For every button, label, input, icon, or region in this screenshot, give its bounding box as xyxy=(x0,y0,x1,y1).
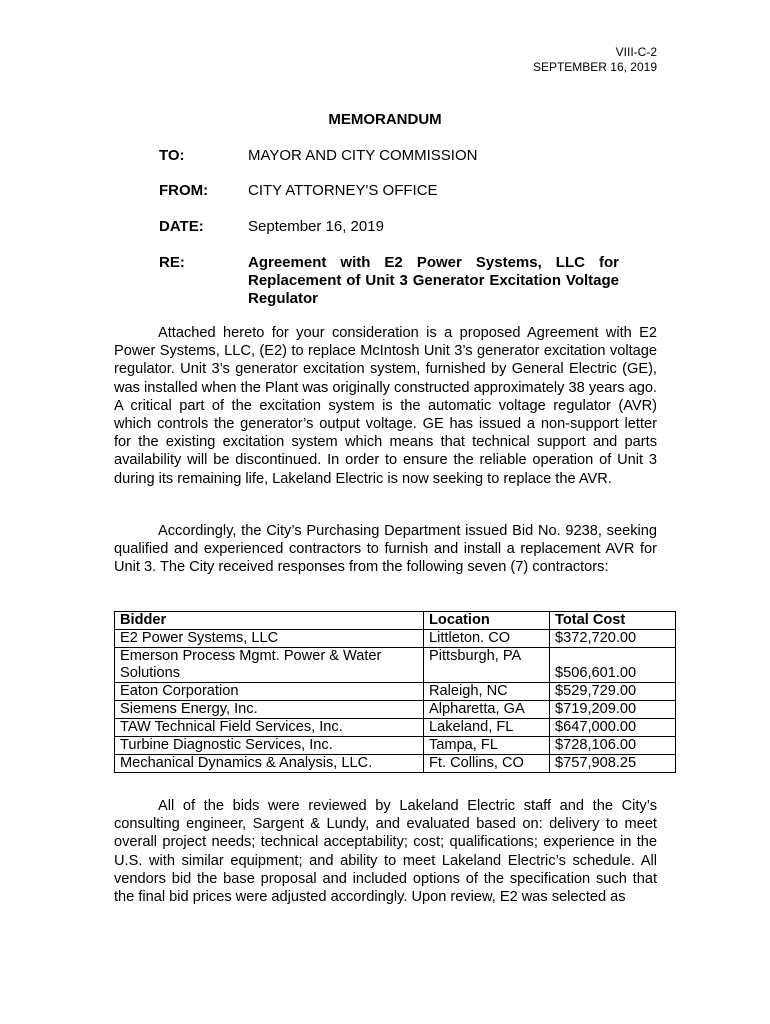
paragraph-intro xyxy=(114,324,657,488)
from-label: FROM: xyxy=(159,182,209,199)
table-row xyxy=(115,701,676,719)
column-header-bidder: Bidder xyxy=(115,612,424,630)
cost-cell: $506,601.00 xyxy=(550,648,676,683)
location-cell: Alpharetta, GA xyxy=(424,701,550,719)
paragraph-bid-text: Accordingly, the City’s Purchasing Department issued Bid No. 9238, seeking qualified and experienced contractors to furnish and install a replacement AVR for Unit 3. The City received responses from the following seven (7) contractors: xyxy=(114,523,657,576)
bidder-cell: Emerson Process Mgmt. Power & Water Solutions xyxy=(115,648,424,683)
column-header-total-cost: Total Cost xyxy=(550,612,676,630)
paragraph-bid xyxy=(114,522,657,577)
location-cell: Littleton. CO xyxy=(424,630,550,648)
table-row xyxy=(115,648,676,683)
paragraph-intro-text: Attached hereto for your consideration is a proposed Agreement with E2 Power Systems, LLC, (E2) to replace McIntosh Unit 3’s generator excitation voltage regulator. Unit 3’s generator excitation system, furnished by General Electric (GE), was installed when the Plant was originally constructed approximately 38 years ago. A critical part of the excitation system is the automatic voltage regulator (AVR) which controls the generator’s output voltage. GE has issued a non-support letter for the existing excitation system which means that technical support and parts availability will be discontinued. In order to ensure the reliable operation of Unit 3 during its remaining life, Lakeland Electric is now seeking to replace the AVR. xyxy=(114,325,657,487)
re-value: Agreement with E2 Power Systems, LLC for Replacement of Unit 3 Generator Excitation Voltage Regulator xyxy=(248,254,619,307)
to-label: TO: xyxy=(159,147,185,164)
bidder-cell: Siemens Energy, Inc. xyxy=(115,701,424,719)
bidder-cell: TAW Technical Field Services, Inc. xyxy=(115,719,424,737)
bidder-cell: E2 Power Systems, LLC xyxy=(115,630,424,648)
cost-cell: $757,908.25 xyxy=(550,755,676,773)
bidder-cell: Mechanical Dynamics & Analysis, LLC. xyxy=(115,755,424,773)
date-value: September 16, 2019 xyxy=(248,218,384,235)
memo-title: MEMORANDUM xyxy=(328,111,442,128)
table-row xyxy=(115,630,676,648)
cost-cell: $719,209.00 xyxy=(550,701,676,719)
cost-cell: $372,720.00 xyxy=(550,630,676,648)
bid-table xyxy=(114,611,676,773)
table-row xyxy=(115,719,676,737)
table-row xyxy=(115,737,676,755)
to-value: MAYOR AND CITY COMMISSION xyxy=(248,147,478,164)
from-value: CITY ATTORNEY'S OFFICE xyxy=(248,182,438,199)
date-label: DATE: xyxy=(159,218,204,235)
location-cell: Pittsburgh, PA xyxy=(424,648,550,683)
document-header xyxy=(533,45,657,75)
table-header-row xyxy=(115,612,676,630)
location-cell: Tampa, FL xyxy=(424,737,550,755)
cost-cell: $728,106.00 xyxy=(550,737,676,755)
bidder-cell: Turbine Diagnostic Services, Inc. xyxy=(115,737,424,755)
location-cell: Ft. Collins, CO xyxy=(424,755,550,773)
cost-cell: $529,729.00 xyxy=(550,683,676,701)
table-row xyxy=(115,755,676,773)
header-date: SEPTEMBER 16, 2019 xyxy=(532,60,657,74)
cost-cell: $647,000.00 xyxy=(550,719,676,737)
table-row xyxy=(115,683,676,701)
column-header-location: Location xyxy=(424,612,550,630)
bidder-cell: Eaton Corporation xyxy=(115,683,424,701)
re-label: RE: xyxy=(159,254,185,271)
location-cell: Lakeland, FL xyxy=(424,719,550,737)
paragraph-review xyxy=(114,797,657,906)
agenda-item-ref: VIII-C-2 xyxy=(615,45,657,59)
location-cell: Raleigh, NC xyxy=(424,683,550,701)
paragraph-review-text: All of the bids were reviewed by Lakeland Electric staff and the City’s consulting engineer, Sargent & Lundy, and evaluated based on: delivery to meet overall project needs; technical acceptability; cost; qualifications; experience in the U.S. with similar equipment; and ability to meet Lakeland Electric’s schedule. All vendors bid the base proposal and included options of the specification such that the final bid prices were adjusted accordingly. Upon review, E2 was selected as xyxy=(114,798,657,906)
